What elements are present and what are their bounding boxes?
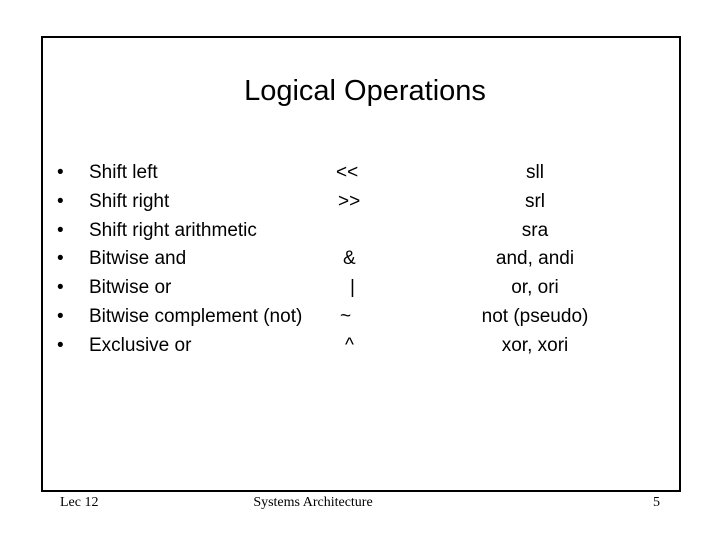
operator-symbol: |: [350, 277, 355, 298]
instruction-name: or, ori: [511, 277, 559, 298]
instruction-name: sll: [526, 162, 544, 183]
operation-label: Shift right: [89, 191, 170, 212]
list-item: [0, 273, 720, 302]
list-item: [0, 331, 720, 360]
operation-label: Bitwise and: [89, 248, 187, 269]
instruction-name: srl: [524, 191, 546, 212]
footer-lecture-label: Lec 12: [60, 495, 99, 510]
operator-symbol: <<: [336, 162, 359, 183]
bullet-icon: •: [57, 191, 64, 212]
footer-course-title: Systems Architecture: [253, 495, 373, 510]
list-item: [0, 244, 720, 273]
operator-symbol: ~: [340, 306, 352, 327]
instruction-name: not (pseudo): [481, 306, 589, 327]
instruction-name: xor, xori: [501, 335, 569, 356]
list-item: [0, 216, 720, 245]
instruction-name: and, andi: [495, 248, 575, 269]
list-item: [0, 158, 720, 187]
bullet-icon: •: [57, 220, 64, 241]
operator-symbol: ^: [345, 335, 354, 356]
operation-label: Bitwise or: [89, 277, 172, 298]
bullet-icon: •: [57, 248, 64, 269]
operation-label: Shift left: [89, 162, 158, 183]
operation-label: Exclusive or: [89, 335, 192, 356]
bullet-icon: •: [57, 162, 64, 183]
operator-symbol: >>: [338, 191, 361, 212]
bullet-icon: •: [57, 306, 64, 327]
operator-symbol: &: [343, 248, 356, 269]
page-number: 5: [653, 495, 660, 510]
list-item: [0, 302, 720, 331]
bullet-icon: •: [57, 277, 64, 298]
operation-label: Shift right arithmetic: [89, 220, 257, 241]
operation-label: Bitwise complement (not): [89, 306, 303, 327]
instruction-name: sra: [521, 220, 549, 241]
slide-title: Logical Operations: [244, 75, 486, 107]
bullet-icon: •: [57, 335, 64, 356]
list-item: [0, 187, 720, 216]
